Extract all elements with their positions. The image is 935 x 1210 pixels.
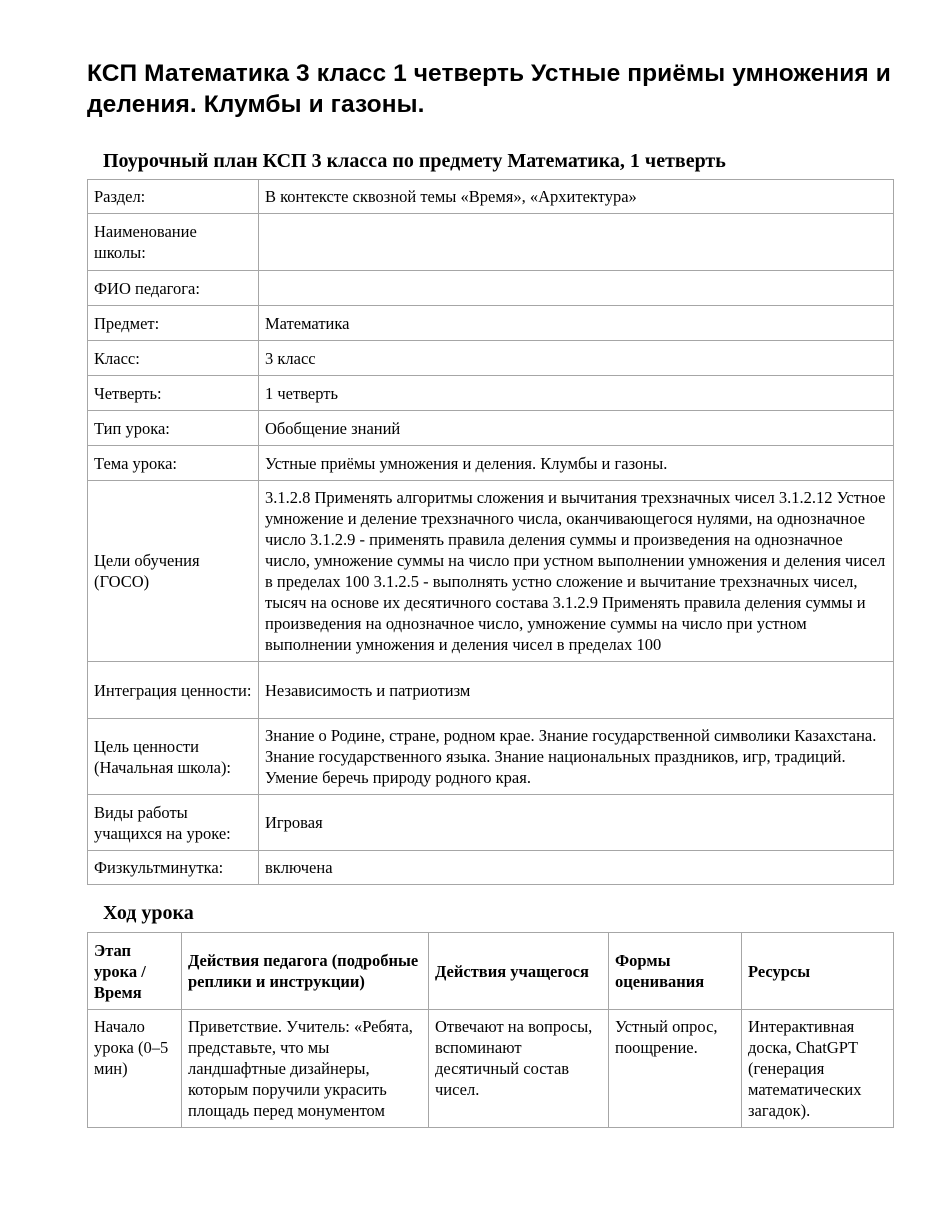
plan-label-cell: Класс: [88,341,259,376]
resources-cell: Интерактивная доска, ChatGPT (генерация математических загадок). [742,1010,894,1128]
assessment-cell: Устный опрос, поощрение. [609,1010,742,1128]
plan-row-section [88,180,894,214]
plan-row-class [88,341,894,376]
lesson-flow-heading: Ход урока [103,902,194,924]
plan-label-cell: Раздел: [88,180,259,214]
plan-label-cell: Четверть: [88,376,259,411]
plan-label-cell: Тема урока: [88,446,259,481]
plan-row-lesson-topic [88,446,894,481]
plan-row-learning-goals [88,481,894,662]
plan-label-cell: ФИО педагога: [88,271,259,306]
lesson-flow-header-row [88,933,894,1010]
plan-value-cell: Обобщение знаний [259,411,894,446]
plan-row-school [88,214,894,271]
plan-row-value-goal [88,719,894,795]
column-header-assessment: Формы оценивания [609,933,742,1010]
column-header-resources: Ресурсы [742,933,894,1010]
plan-value-cell: 3 класс [259,341,894,376]
plan-label-cell: Цель ценности (Начальная школа): [88,719,259,795]
plan-row-teacher [88,271,894,306]
plan-value-cell: Устные приёмы умножения и деления. Клумбы и газоны. [259,446,894,481]
plan-row-quarter [88,376,894,411]
plan-label-cell: Интеграция ценности: [88,662,259,719]
plan-value-cell [259,214,894,271]
plan-row-work-types [88,795,894,851]
plan-value-cell: 1 четверть [259,376,894,411]
plan-label-cell: Виды работы учащихся на уроке: [88,795,259,851]
plan-row-value-integration [88,662,894,719]
table-row [88,1010,894,1128]
plan-label-cell: Тип урока: [88,411,259,446]
plan-label-cell: Предмет: [88,306,259,341]
plan-value-cell: Независимость и патриотизм [259,662,894,719]
plan-label-cell: Цели обучения (ГОСО) [88,481,259,662]
plan-value-cell: Знание о Родине, стране, родном крае. Знание государственной символики Казахстана. Знание государственного языка. Знание национальных праздников, игр, традиций. Умение беречь природу родного края. [259,719,894,795]
plan-row-physical-break [88,851,894,885]
plan-row-lesson-type [88,411,894,446]
plan-value-cell: включена [259,851,894,885]
student-actions-cell: Отвечают на вопросы, вспоминают десятичный состав чисел. [429,1010,609,1128]
document-page [87,58,893,1128]
plan-label-cell: Физкультминутка: [88,851,259,885]
document-title: КСП Математика 3 класс 1 четверть Устные приёмы умножения и деления. Клумбы и газоны. [87,60,891,118]
plan-value-cell [259,271,894,306]
plan-label-cell: Наименование школы: [88,214,259,271]
column-header-teacher-actions: Действия педагога (подробные реплики и инструкции) [182,933,429,1010]
column-header-student-actions: Действия учащегося [429,933,609,1010]
column-header-stage: Этап урока / Время [88,933,182,1010]
plan-value-cell: Математика [259,306,894,341]
lesson-flow-table [87,932,894,1128]
plan-value-cell: В контексте сквозной темы «Время», «Архитектура» [259,180,894,214]
plan-row-subject [88,306,894,341]
plan-value-cell: 3.1.2.8 Применять алгоритмы сложения и вычитания трехзначных чисел 3.1.2.12 Устное умножение и деление трехзначного числа, оканчивающегося нулями, на однозначное число 3.1.2.9 - применять правила деления суммы и произведения на однозначное число, умножение суммы на число при устном выполнении умножения и деления чисел в пределах 100 3.1.2.5 - выполнять устно сложение и вычитание трехзначных чисел, тысяч на основе их десятичного состава 3.1.2.9 Применять правила деления суммы и произведения на однозначное число, умножение суммы на число при устном выполнении умножения и деления чисел в пределах 100 [259,481,894,662]
plan-value-cell: Игровая [259,795,894,851]
stage-cell: Начало урока (0–5 мин) [88,1010,182,1128]
teacher-actions-cell: Приветствие. Учитель: «Ребята, представьте, что мы ландшафтные дизайнеры, которым поручили украсить площадь перед монументом [182,1010,429,1128]
plan-heading: Поурочный план КСП 3 класса по предмету Математика, 1 четверть [103,150,726,172]
plan-table [87,179,894,885]
